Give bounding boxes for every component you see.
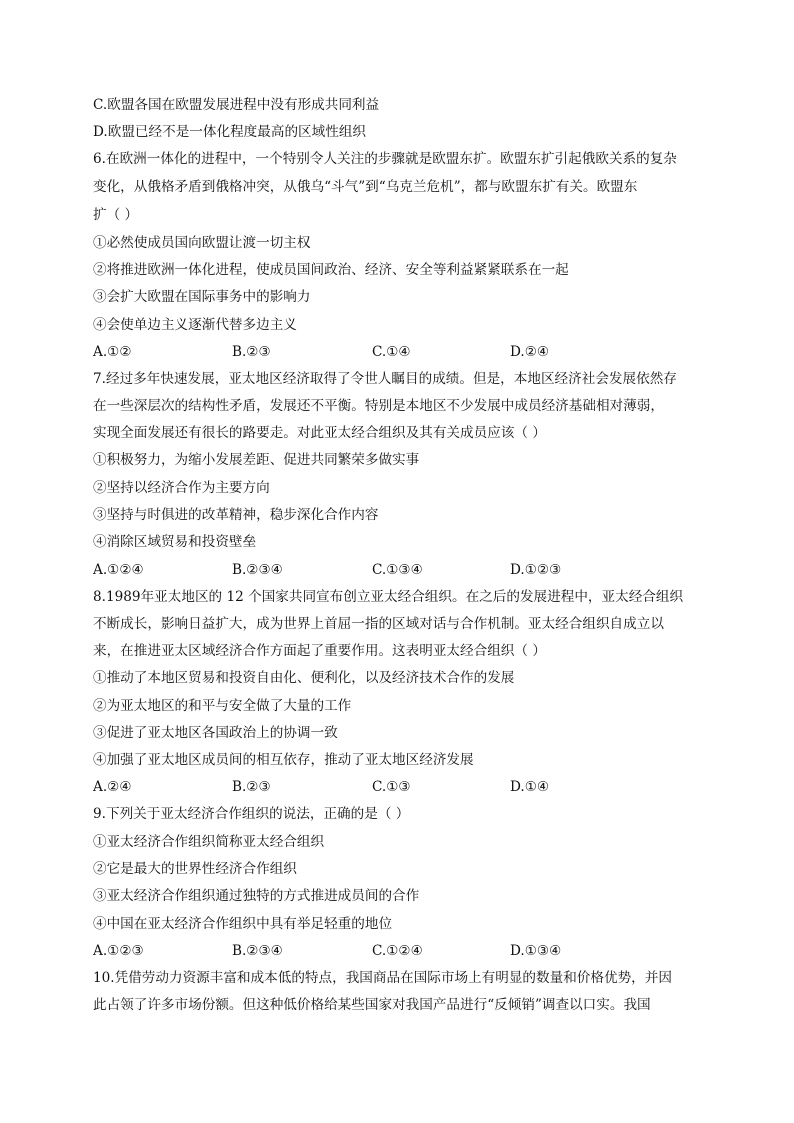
option-line: C.欧盟各国在欧盟发展进程中没有形成共同利益 <box>93 97 380 113</box>
option-c: C.①③ <box>372 779 411 795</box>
statement-item: ②坚持以经济合作为主要方向 <box>93 480 270 496</box>
question-9-stem: 9.下列关于亚太经济合作组织的说法，正确的是（ ） <box>93 806 410 822</box>
option-c: C.①④ <box>372 344 411 360</box>
option-d: D.②④ <box>510 344 550 360</box>
question-6-stem: 6.在欧洲一体化的进程中，一个特别令人关注的步骤就是欧盟东扩。欧盟东扩引起俄欧关系的复杂 <box>93 151 677 167</box>
statement-item: ③会扩大欧盟在国际事务中的影响力 <box>93 289 311 305</box>
option-a: A.②④ <box>93 779 132 795</box>
statement-item: ③促进了亚太地区各国政治上的协调一致 <box>93 725 338 741</box>
option-b: B.②③④ <box>232 562 283 578</box>
statement-item: ④会使单边主义逐渐代替多边主义 <box>93 317 297 333</box>
option-d: D.①③④ <box>510 943 562 959</box>
option-c: C.①③④ <box>372 562 423 578</box>
question-8-stem: 不断成长，影响日益扩大，成为世界上首屈一指的区域对话与合作机制。亚太经合组织自成立以 <box>93 616 664 632</box>
option-d: D.①②③ <box>510 562 562 578</box>
statement-item: ②为亚太地区的和平与安全做了大量的工作 <box>93 698 352 714</box>
option-line: D.欧盟已经不是一体化程度最高的区域性组织 <box>93 124 367 140</box>
statement-item: ②将推进欧洲一体化进程，使成员国间政治、经济、安全等利益紧紧联系在一起 <box>93 262 569 278</box>
option-b: B.②③④ <box>232 943 283 959</box>
option-b: B.②③ <box>232 779 271 795</box>
question-7-stem: 7.经过多年快速发展，亚太地区经济取得了令世人瞩目的成绩。但是，本地区经济社会发展依然存 <box>93 371 677 387</box>
statement-item: ④中国在亚太经济合作组织中具有举足轻重的地位 <box>93 916 393 932</box>
question-8-stem: 来，在推进亚太区域经济合作方面起了重要作用。这表明亚太经合组织（ ） <box>93 643 546 659</box>
statement-item: ②它是最大的世界性经济合作组织 <box>93 861 297 877</box>
statement-item: ③亚太经济合作组织通过独特的方式推进成员间的合作 <box>93 888 420 904</box>
statement-item: ④消除区域贸易和投资壁垒 <box>93 534 257 550</box>
question-8-stem: 8.1989年亚太地区的 12 个国家共同宣布创立亚太经合组织。在之后的发展进程中，亚太经合组织 <box>93 589 684 605</box>
statement-item: ①亚太经济合作组织简称亚太经合组织 <box>93 834 325 850</box>
option-c: C.①②④ <box>372 943 423 959</box>
question-10-stem: 此占领了许多市场份额。但这种低价格给某些国家对我国产品进行“反倾销”调查以口实。我国 <box>93 997 651 1013</box>
option-b: B.②③ <box>232 344 271 360</box>
statement-item: ①积极努力，为缩小发展差距、促进共同繁荣多做实事 <box>93 452 420 468</box>
option-a: A.①②④ <box>93 562 144 578</box>
question-7-stem: 在一些深层次的结构性矛盾，发展还不平衡。特别是本地区不少发展中成员经济基础相对薄弱， <box>93 398 664 414</box>
statement-item: ④加强了亚太地区成员间的相互依存，推动了亚太地区经济发展 <box>93 752 474 768</box>
option-a: A.①②③ <box>93 943 144 959</box>
question-7-stem: 实现全面发展还有很长的路要走。对此亚太经合组织及其有关成员应该（ ） <box>93 425 546 441</box>
question-10-stem: 10.凭借劳动力资源丰富和成本低的特点，我国商品在国际市场上有明显的数量和价格优势，并因 <box>93 970 672 986</box>
option-a: A.①② <box>93 344 132 360</box>
question-6-stem: 变化，从俄格矛盾到俄格冲突，从俄乌“斗气”到“乌克兰危机”，都与欧盟东扩有关。欧盟东 <box>93 179 638 195</box>
statement-item: ③坚持与时俱进的改革精神，稳步深化合作内容 <box>93 507 379 523</box>
statement-item: ①必然使成员国向欧盟让渡一切主权 <box>93 235 311 251</box>
statement-item: ①推动了本地区贸易和投资自由化、便利化，以及经济技术合作的发展 <box>93 670 515 686</box>
question-6-stem: 扩（ ） <box>93 207 139 223</box>
option-d: D.①④ <box>510 779 550 795</box>
